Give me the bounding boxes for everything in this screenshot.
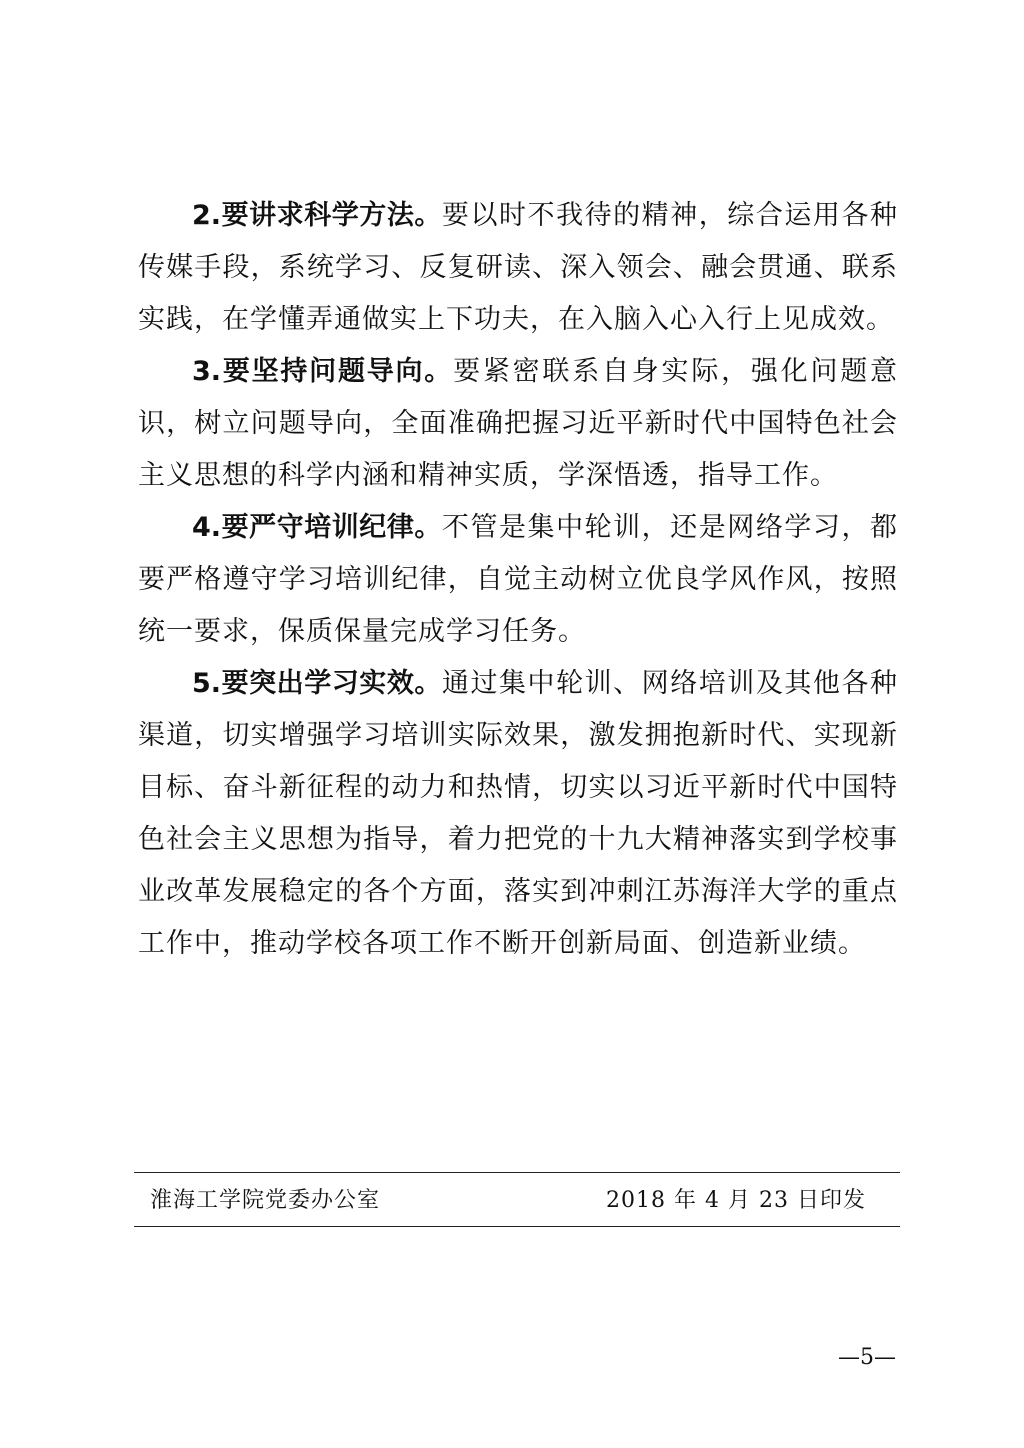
footer-print-date: 2018 年 4 月 23 日印发: [606, 1188, 866, 1213]
paragraph-text: 要以时不我待的精神，综合运用各种传媒手段，系统学习、反复研读、深入领会、融会贯通、联系实践，在学懂弄通做实上下功夫，在入脑入心入行上见成效。: [138, 200, 899, 335]
paragraph-text: 不管是集中轮训，还是网络学习，都要严格遵守学习培训纪律，自觉主动树立优良学风作风，按照统一要求，保质保量完成学习任务。: [138, 512, 899, 647]
footer-issuer: 淮海工学院党委办公室: [150, 1188, 381, 1213]
paragraph-heading: 3.要坚持问题导向。: [192, 356, 454, 387]
paragraph-problem-orientation: [138, 346, 898, 502]
paragraph-text: 通过集中轮训、网络培训及其他各种渠道，切实增强学习培训实际效果，激发拥抱新时代、实现新目标、奋斗新征程的动力和热情，切实以习近平新时代中国特色社会主义思想为指导，着力把党的十九大精神落实到学校事业改革发展稳定的各个方面，落实到冲刺江苏海洋大学的重点工作中，推动学校各项工作不断开创新局面、创造新业绩。: [138, 668, 899, 959]
paragraph-training-discipline: [138, 502, 898, 658]
paragraph-text: 要紧密联系自身实际，强化问题意识，树立问题导向，全面准确把握习近平新时代中国特色社会主义思想的科学内涵和精神实质，学深悟透，指导工作。: [138, 356, 899, 491]
page-number: —5—: [838, 1345, 896, 1370]
paragraph-heading: 2.要讲求科学方法。: [192, 200, 442, 231]
footer-bottom-divider: [134, 1226, 900, 1227]
document-body: [138, 190, 898, 970]
paragraph-heading: 4.要严守培训纪律。: [192, 512, 442, 543]
footer-top-divider: [134, 1172, 900, 1173]
paragraph-learning-effectiveness: [138, 658, 898, 970]
paragraph-heading: 5.要突出学习实效。: [192, 668, 442, 699]
paragraph-scientific-methods: [138, 190, 898, 346]
